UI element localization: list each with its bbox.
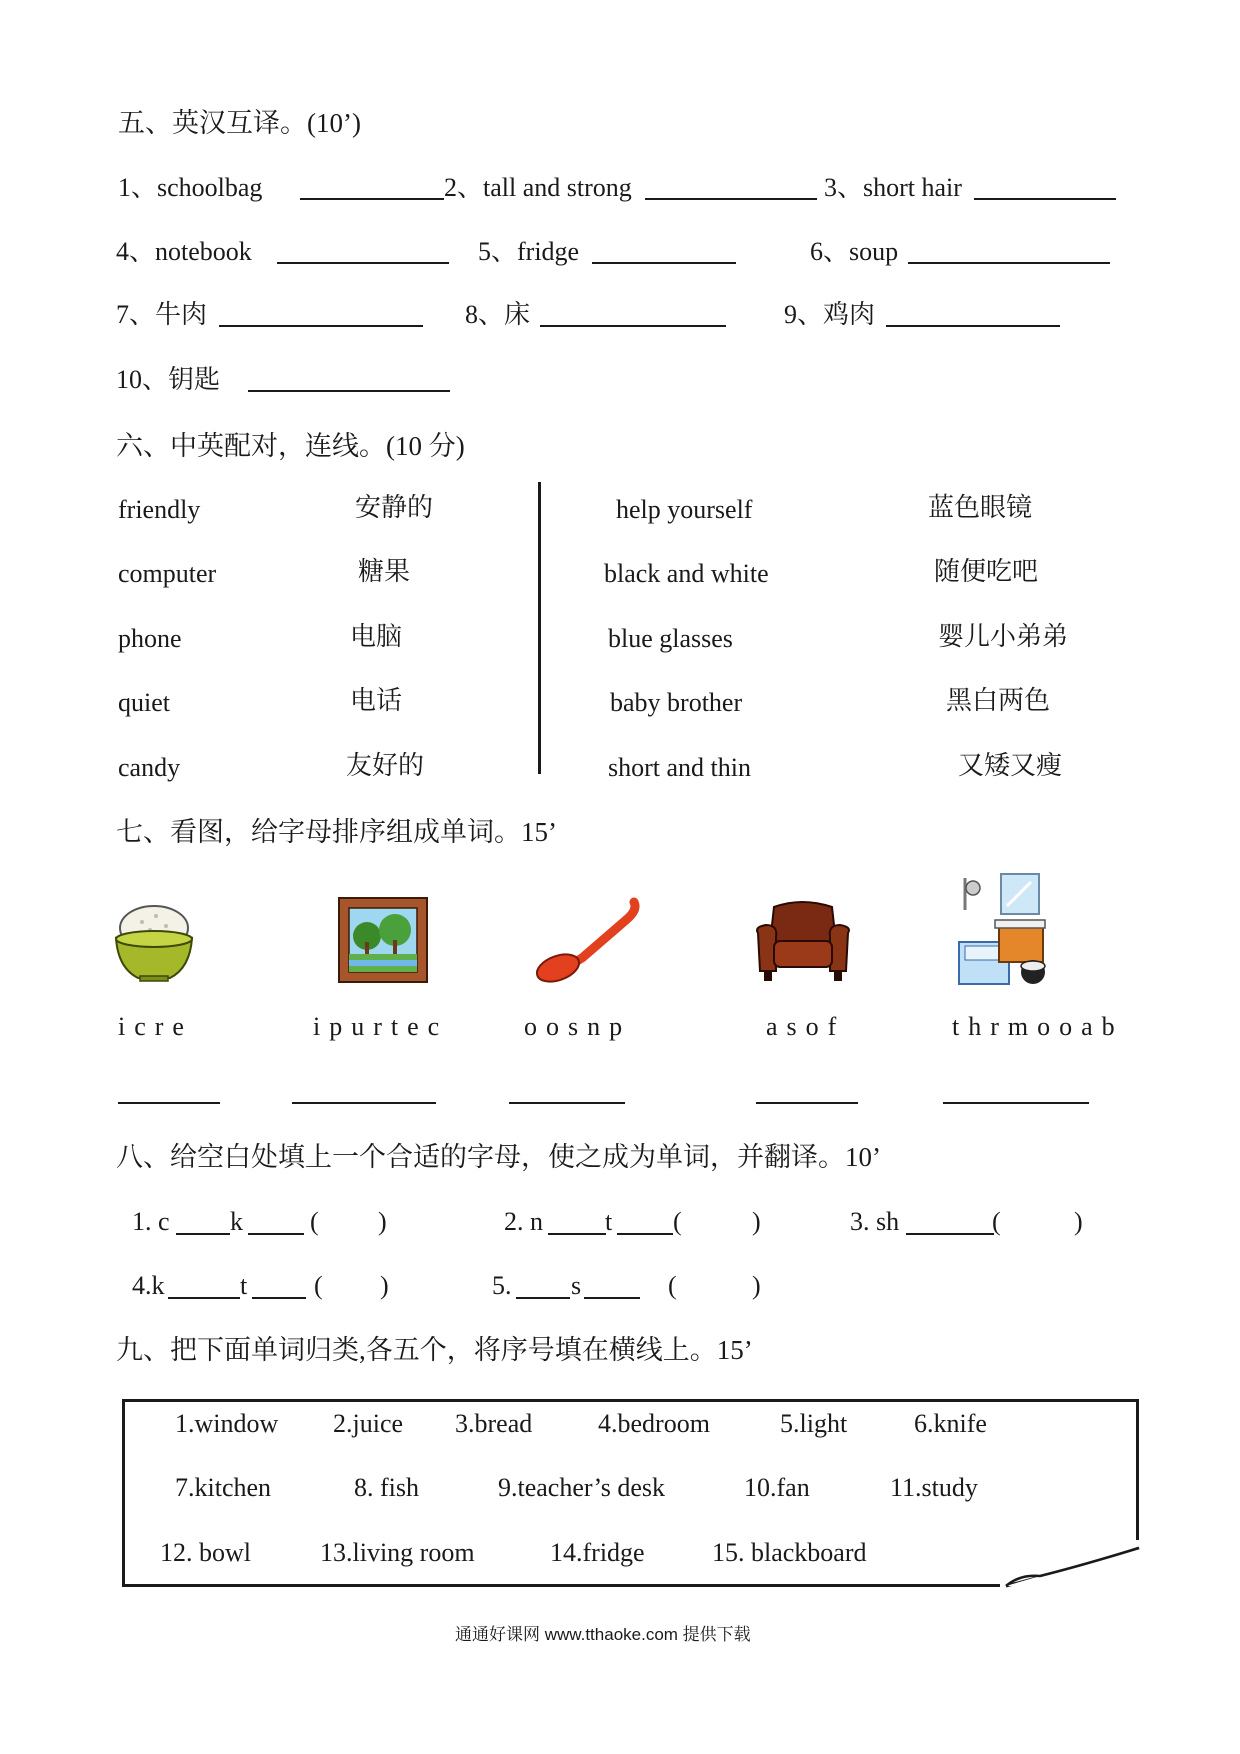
- word-15: 15. blackboard: [712, 1538, 867, 1567]
- item-7: 7、牛肉: [116, 300, 208, 329]
- spoon-icon: [530, 896, 640, 986]
- item-1: 1、schoolbag: [118, 173, 263, 202]
- picture-frame-icon: [337, 896, 429, 984]
- match-right-en-3[interactable]: blue glasses: [608, 624, 733, 653]
- footer-credit: 通通好课网 www.tthaoke.com 提供下载: [455, 1625, 751, 1644]
- word-14: 14.fridge: [550, 1538, 645, 1567]
- fill-2-close: ): [752, 1207, 761, 1236]
- fill-4-b: t: [240, 1271, 248, 1300]
- scramble-5: thrmooab: [952, 1012, 1124, 1041]
- word-5: 5.light: [780, 1409, 848, 1438]
- match-right-zh-5[interactable]: 又矮又瘦: [958, 751, 1063, 780]
- section5-heading: 五、英汉互译。(10’): [118, 108, 361, 138]
- match-right-en-5[interactable]: short and thin: [608, 753, 751, 782]
- answer-line-6[interactable]: [908, 262, 1110, 264]
- fill-4-blank-1[interactable]: [168, 1297, 240, 1299]
- fill-1-blank-1[interactable]: [176, 1233, 230, 1235]
- item-2: 2、tall and strong: [444, 173, 632, 202]
- fill-5-close: ): [752, 1271, 761, 1300]
- section8-heading: 八、给空白处填上一个合适的字母，使之成为单词，并翻译。10’: [116, 1142, 881, 1172]
- word-10: 10.fan: [744, 1473, 810, 1502]
- bathroom-icon: [955, 870, 1051, 990]
- match-left-zh-4[interactable]: 电话: [350, 686, 403, 715]
- match-left-zh-2[interactable]: 糖果: [358, 557, 411, 586]
- fill-4-open: (: [314, 1271, 323, 1300]
- answer-line-7[interactable]: [219, 325, 423, 327]
- word-7: 7.kitchen: [175, 1473, 272, 1502]
- item-5: 5、fridge: [478, 237, 580, 266]
- answer-line-8[interactable]: [540, 325, 726, 327]
- item-6: 6、soup: [810, 237, 899, 266]
- word-6: 6.knife: [914, 1409, 987, 1438]
- word-1: 1.window: [175, 1409, 279, 1438]
- page-curl-corner: [1000, 1540, 1142, 1590]
- section9-heading: 九、把下面单词归类,各五个，将序号填在横线上。15’: [116, 1335, 753, 1365]
- match-right-zh-3[interactable]: 婴儿小弟弟: [938, 622, 1069, 651]
- item-9: 9、鸡肉: [784, 300, 876, 329]
- divider-line: [538, 482, 541, 774]
- fill-1-b: k: [230, 1207, 243, 1236]
- item-4: 4、notebook: [116, 237, 252, 266]
- fill-3-close: ): [1074, 1207, 1083, 1236]
- match-left-en-5[interactable]: candy: [118, 753, 181, 782]
- fill-5-blank-1[interactable]: [516, 1297, 570, 1299]
- match-right-en-2[interactable]: black and white: [604, 559, 769, 588]
- fill-4-blank-2[interactable]: [252, 1297, 306, 1299]
- fill-1-open: (: [310, 1207, 319, 1236]
- scramble-answer-2[interactable]: [292, 1102, 436, 1104]
- fill-4-close: ): [380, 1271, 389, 1300]
- answer-line-2[interactable]: [645, 198, 817, 200]
- sofa-icon: [752, 897, 854, 985]
- match-left-en-3[interactable]: phone: [118, 624, 182, 653]
- fill-2-blank-1[interactable]: [548, 1233, 606, 1235]
- word-12: 12. bowl: [160, 1538, 251, 1567]
- item-8: 8、床: [465, 300, 531, 329]
- word-11: 11.study: [890, 1473, 978, 1502]
- scramble-answer-3[interactable]: [509, 1102, 625, 1104]
- word-3: 3.bread: [455, 1409, 533, 1438]
- scramble-answer-4[interactable]: [756, 1102, 858, 1104]
- match-right-en-4[interactable]: baby brother: [610, 688, 743, 717]
- item-10: 10、钥匙: [116, 365, 221, 394]
- scramble-answer-1[interactable]: [118, 1102, 220, 1104]
- match-left-en-1[interactable]: friendly: [118, 495, 201, 524]
- scramble-answer-5[interactable]: [943, 1102, 1089, 1104]
- fill-5-open: (: [668, 1271, 677, 1300]
- answer-line-5[interactable]: [592, 262, 736, 264]
- answer-line-4[interactable]: [277, 262, 449, 264]
- word-8: 8. fish: [354, 1473, 419, 1502]
- word-9: 9.teacher’s desk: [498, 1473, 666, 1502]
- fill-1-a: 1. c: [132, 1207, 170, 1236]
- rice-bowl-icon: [112, 898, 196, 984]
- fill-1-close: ): [378, 1207, 387, 1236]
- fill-5-b: s: [571, 1271, 582, 1300]
- item-3: 3、short hair: [824, 173, 962, 202]
- fill-3-blank-1[interactable]: [906, 1233, 994, 1235]
- answer-line-3[interactable]: [974, 198, 1116, 200]
- word-13: 13.living room: [320, 1538, 475, 1567]
- answer-line-1[interactable]: [300, 198, 444, 200]
- scramble-4: asof: [766, 1012, 846, 1041]
- fill-5-blank-2[interactable]: [584, 1297, 640, 1299]
- fill-2-blank-2[interactable]: [617, 1233, 673, 1235]
- fill-2-b: t: [605, 1207, 613, 1236]
- match-left-zh-5[interactable]: 友好的: [346, 751, 425, 780]
- match-left-en-4[interactable]: quiet: [118, 688, 170, 717]
- match-left-zh-3[interactable]: 电脑: [350, 622, 403, 651]
- fill-4-a: 4.k: [132, 1271, 165, 1300]
- match-left-zh-1[interactable]: 安静的: [355, 493, 434, 522]
- match-right-en-1[interactable]: help yourself: [616, 495, 753, 524]
- match-left-en-2[interactable]: computer: [118, 559, 217, 588]
- match-right-zh-1[interactable]: 蓝色眼镜: [928, 493, 1033, 522]
- fill-1-blank-2[interactable]: [248, 1233, 304, 1235]
- match-right-zh-2[interactable]: 随便吃吧: [934, 557, 1039, 586]
- word-4: 4.bedroom: [598, 1409, 710, 1438]
- fill-3-a: 3. sh: [850, 1207, 900, 1236]
- scramble-3: oosnp: [524, 1012, 632, 1041]
- section7-heading: 七、看图，给字母排序组成单词。15’: [116, 817, 557, 847]
- fill-3-open: (: [992, 1207, 1001, 1236]
- match-right-zh-4[interactable]: 黑白两色: [946, 686, 1051, 715]
- section6-heading: 六、中英配对，连线。(10 分): [116, 431, 465, 461]
- fill-2-open: (: [673, 1207, 682, 1236]
- fill-2-a: 2. n: [504, 1207, 543, 1236]
- answer-line-10[interactable]: [248, 390, 450, 392]
- word-2: 2.juice: [333, 1409, 404, 1438]
- fill-5-a: 5.: [492, 1271, 512, 1300]
- answer-line-9[interactable]: [886, 325, 1060, 327]
- scramble-1: icre: [118, 1012, 193, 1041]
- scramble-2: ipurtec: [313, 1012, 449, 1041]
